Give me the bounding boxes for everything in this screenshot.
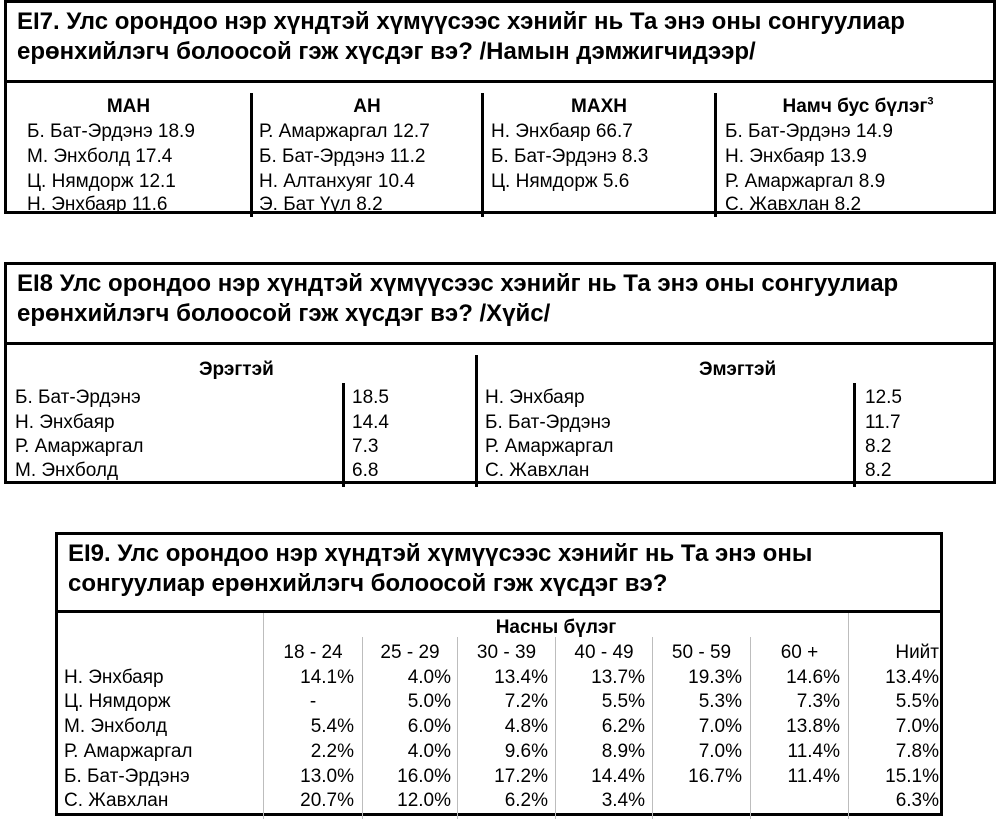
ei9-cell: 20.7%	[300, 790, 354, 811]
ei9-cell: 7.8%	[895, 741, 939, 762]
ei9-row-name: Ц. Нямдорж	[64, 691, 171, 712]
ei7-col-header-an: АН	[353, 96, 381, 117]
ei9-cell: 12.0%	[397, 790, 451, 811]
ei8-value: 14.4	[352, 412, 389, 433]
ei9-cell: 5.4%	[310, 716, 354, 737]
ei7-cell: М. Энхболд 17.4	[27, 146, 173, 167]
ei7-cell: Н. Энхбаяр 11.6	[27, 194, 168, 215]
ei8-value: 11.7	[865, 412, 901, 433]
ei9-col-header: 30 - 39	[476, 642, 537, 663]
ei7-cell: Ц. Нямдорж 12.1	[27, 171, 176, 192]
ei8-name: М. Энхболд	[15, 460, 119, 481]
ei9-cell: 2.2%	[310, 741, 354, 762]
ei9-cell: 4.8%	[504, 716, 548, 737]
ei9-cell: 14.1%	[300, 667, 354, 688]
ei7-col-header-independent-text: Намч бус бүлэг	[782, 96, 928, 117]
ei9-title-line1: EI9. Улс орондоо нэр хүндтэй хүмүүсээс хэнийг нь Та энэ оны	[68, 540, 813, 567]
ei9-cell: 6.2%	[504, 790, 548, 811]
ei8-divider	[853, 383, 856, 487]
ei7-cell: Р. Амаржаргал 8.9	[725, 171, 886, 192]
ei9-cell: -	[309, 691, 317, 712]
ei7-cell: Б. Бат-Эрдэнэ 14.9	[725, 121, 893, 142]
ei9-col-header: Нийт	[895, 642, 939, 663]
footnote-marker: 3	[927, 95, 934, 108]
ei7-col-header-independent	[717, 95, 999, 119]
ei9-row-name: Б. Бат-Эрдэнэ	[64, 766, 190, 787]
ei7-title-line2: ерөнхийлэгч болоосой гэж хүсдэг вэ? /Намын дэмжигчидээр/	[17, 38, 756, 65]
ei8-header-male: Эрэгтэй	[199, 359, 274, 380]
ei9-cell: 13.8%	[786, 716, 840, 737]
ei8-title	[7, 265, 993, 345]
ei7-cell: Ц. Нямдорж 5.6	[491, 171, 630, 192]
ei9-cell: 11.4%	[787, 741, 840, 762]
ei8-name: Б. Бат-Эрдэнэ	[15, 387, 141, 408]
ei9-cell: 6.0%	[407, 716, 451, 737]
ei9-cell: 7.2%	[504, 691, 548, 712]
ei7-cell: Б. Бат-Эрдэнэ 8.3	[491, 146, 649, 167]
ei9-cell: 13.4%	[885, 667, 939, 688]
ei9-cell: 16.7%	[688, 766, 742, 787]
ei9-cell: 4.0%	[407, 741, 451, 762]
ei7-cell: Б. Бат-Эрдэнэ 11.2	[259, 146, 426, 167]
ei8-value: 12.5	[865, 387, 902, 408]
ei9-cell: 6.3%	[895, 790, 939, 811]
ei9-row-name: Н. Энхбаяр	[64, 667, 164, 688]
ei9-cell: 13.0%	[300, 766, 354, 787]
ei9-cell: 3.4%	[601, 790, 645, 811]
ei9-cell: 6.2%	[601, 716, 645, 737]
ei8-name: Б. Бат-Эрдэнэ	[485, 412, 611, 433]
ei7-cell: Б. Бат-Эрдэнэ 18.9	[27, 121, 195, 142]
ei7-panel	[4, 0, 996, 214]
ei9-cell: 9.6%	[504, 741, 548, 762]
ei9-cell: 4.0%	[407, 667, 451, 688]
ei9-panel	[55, 532, 943, 816]
ei8-divider	[475, 355, 478, 487]
ei8-name: С. Жавхлан	[485, 460, 590, 481]
ei7-cell: С. Жавхлан 8.2	[725, 194, 862, 215]
ei9-cell: 5.0%	[407, 691, 451, 712]
ei9-row-name: М. Энхболд	[64, 716, 168, 737]
ei9-col-header: 18 - 24	[283, 642, 343, 663]
ei9-col-header: 50 - 59	[671, 642, 732, 663]
ei7-col-header-makhn: МАХН	[571, 96, 627, 117]
ei7-cell: Н. Энхбаяр 66.7	[491, 121, 633, 142]
ei8-value: 18.5	[352, 387, 389, 408]
ei8-value: 8.2	[865, 436, 892, 457]
ei9-cell: 17.2%	[494, 766, 548, 787]
ei9-cell: 5.5%	[895, 691, 939, 712]
ei8-name: Р. Амаржаргал	[485, 436, 614, 457]
ei7-cell: Н. Энхбаяр 13.9	[725, 146, 867, 167]
ei9-cell: 7.0%	[895, 716, 939, 737]
ei9-cell: 7.3%	[796, 691, 840, 712]
ei9-cell: 14.4%	[591, 766, 645, 787]
ei8-value: 7.3	[352, 436, 379, 457]
ei9-row-name: С. Жавхлан	[64, 790, 169, 811]
ei9-row-name: Р. Амаржаргал	[64, 741, 193, 762]
ei8-panel	[4, 262, 996, 484]
ei9-title-line2: сонгуулиар ерөнхийлэгч болоосой гэж хүсдэг вэ?	[68, 570, 668, 597]
ei8-value: 6.8	[352, 460, 379, 481]
ei7-cell: Н. Алтанхуяг 10.4	[259, 171, 415, 192]
ei9-group-header: Насны бүлэг	[495, 617, 617, 638]
ei8-title-line1: EI8 Улс орондоо нэр хүндтэй хүмүүсээс хэнийг нь Та энэ оны сонгуулиар	[17, 270, 899, 297]
ei9-cell: 19.3%	[688, 667, 742, 688]
ei7-cell: Р. Амаржаргал 12.7	[259, 121, 430, 142]
ei9-col-header: 40 - 49	[574, 642, 634, 663]
ei9-cell: 11.4%	[787, 766, 840, 787]
ei8-divider	[342, 383, 345, 487]
ei9-cell: 14.6%	[786, 667, 840, 688]
ei9-col-header: 25 - 29	[380, 642, 440, 663]
ei9-cell: 5.3%	[698, 691, 742, 712]
ei9-title	[58, 535, 940, 613]
ei8-title-line2: ерөнхийлэгч болоосой гэж хүсдэг вэ? /Хүйс/	[17, 300, 551, 327]
ei9-cell: 13.4%	[494, 667, 548, 688]
ei9-cell: 15.1%	[885, 766, 939, 787]
ei9-cell: 16.0%	[397, 766, 451, 787]
ei8-name: Н. Энхбаяр	[485, 387, 585, 408]
ei9-cell: 13.7%	[591, 667, 645, 688]
ei7-title	[7, 3, 993, 83]
ei7-cell: Э. Бат Үүл 8.2	[259, 194, 383, 215]
ei8-name: Р. Амаржаргал	[15, 436, 144, 457]
ei9-cell: 8.9%	[601, 741, 645, 762]
ei7-col-header-man: МАН	[106, 96, 151, 117]
ei8-name: Н. Энхбаяр	[15, 412, 115, 433]
ei9-cell: 7.0%	[698, 741, 742, 762]
ei8-header-female: Эмэгтэй	[699, 359, 777, 380]
ei8-value: 8.2	[865, 460, 892, 481]
ei9-cell: 5.5%	[601, 691, 645, 712]
ei9-col-header: 60 +	[780, 642, 819, 663]
ei7-title-line1: EI7. Улс орондоо нэр хүндтэй хүмүүсээс хэнийг нь Та энэ оны сонгуулиар	[17, 8, 905, 35]
ei9-cell: 7.0%	[698, 716, 742, 737]
